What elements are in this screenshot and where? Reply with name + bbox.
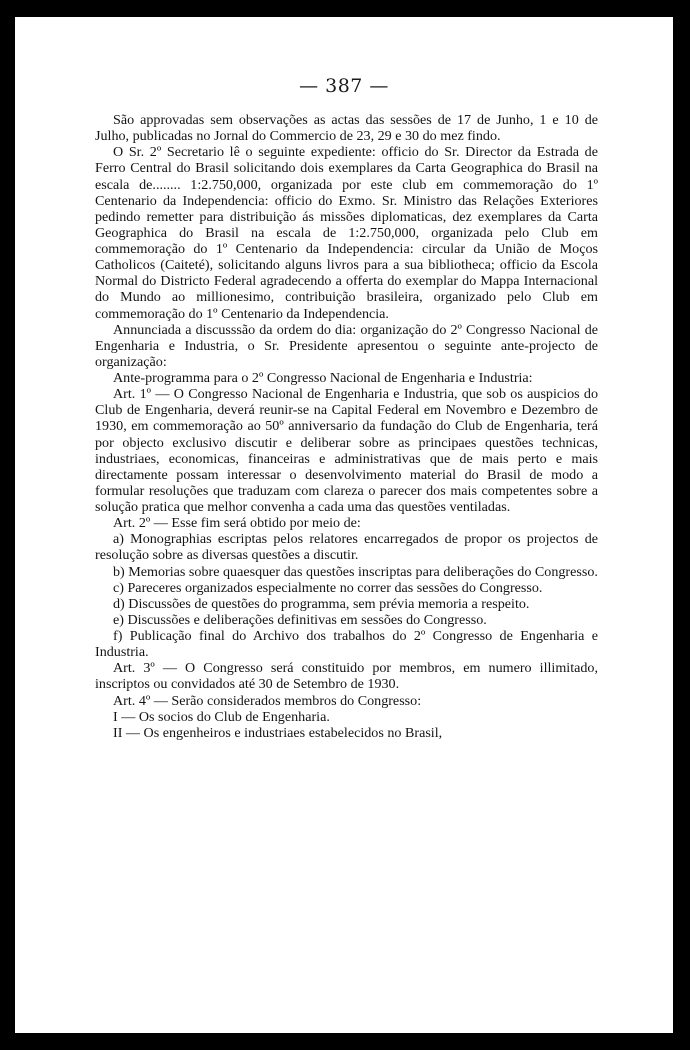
document-page: [15, 17, 673, 1033]
article-2-item-f: f) Publicação final do Archivo dos trabalhos do 2º Congresso de Engenharia e Industria.: [95, 628, 598, 661]
paragraph-approval: São approvadas sem observações as actas das sessões de 17 de Junho, 1 e 10 de Julho, publicadas no Jornal do Commercio de 23, 29 e 30 do mez findo.: [95, 112, 598, 145]
page-number-header: — 387 —: [299, 75, 389, 97]
article-2-item-e: e) Discussões e deliberações definitivas em sessões do Congresso.: [113, 611, 487, 628]
document-body: [95, 112, 598, 741]
article-1: Art. 1º — O Congresso Nacional de Engenharia e Industria, que sob os auspicios do Club de Engenharia, deverá reunir-se na Capital Federal em Novembro e Dezembro de 1930, em commemoração ao 50º anniversario da fundação do Club de Engenharia, terá por objecto exclusivo discutir e deliberar sobre as principaes questões technicas, industriaes, economicas, financeiras e administrativas que de mais perto e mais directamente possam interessar o desenvolvimento material do Brasil de modo a formular resoluções que traduzam com clareza o parecer dos mais competentes sobre a solução pratica que melhor convenha a cada uma das questões ventiladas.: [95, 386, 598, 515]
paragraph-ante-programma: Ante-programma para o 2º Congresso Nacional de Engenharia e Industria:: [113, 370, 533, 386]
article-2-item-d: d) Discussões de questões do programma, sem prévia memoria a respeito.: [113, 595, 530, 612]
article-2-item-a: a) Monographias escriptas pelos relatores encarregados de propor os projectos de resolução sobre as diversas questões a discutir.: [95, 531, 598, 564]
article-4-item-i: I — Os socios do Club de Engenharia.: [113, 708, 330, 725]
article-2-item-c: c) Pareceres organizados especialmente no correr das sessões do Congresso.: [113, 579, 543, 596]
paragraph-expediente: O Sr. 2º Secretario lê o seguinte expediente: officio do Sr. Director da Estrada de Ferro Central do Brasil solicitando dois exemplares da Carta Geographica do Brasil na escala de........ 1:2.750,000, organizada por este club em commemoração do 1º Centenario da Independencia: officio do Exmo. Sr. Ministro das Relações Exteriores pedindo remetter para distribuição ás missões diplomaticas, dez exemplares da Carta Geographica do Brasil na escala de 1:2.750,000, organizada pelo Club em commemoração do 1º Centenario da Independencia: circular da União de Moços Catholicos (Caiteté), solicitando alguns livros para a sua bibliotheca; officio da Escola Normal do Districto Federal agradecendo a offerta do exemplar do Mappa Internacional do Mundo ao millionesimo, contribuição brasileira, organizado pelo Club em commemoração do 1º Centenario da Independencia.: [95, 144, 598, 322]
article-4-item-ii: II — Os engenheiros e industriaes estabelecidos no Brasil,: [113, 724, 443, 741]
article-3: Art. 3º — O Congresso será constituido por membros, em numero illimitado, inscriptos ou convidados até 30 de Setembro de 1930.: [95, 660, 598, 693]
article-2-item-b: b) Memorias sobre quaesquer das questões inscriptas para deliberações do Congresso.: [113, 563, 598, 580]
paragraph-ordem-do-dia: Annunciada a discusssão da ordem do dia: organização do 2º Congresso Nacional de Engenharia e Industria, o Sr. Presidente apresentou o seguinte ante-projecto de organização:: [95, 321, 598, 370]
article-2: Art. 2º — Esse fim será obtido por meio de:: [113, 515, 361, 532]
article-4: Art. 4º — Serão considerados membros do Congresso:: [113, 692, 422, 709]
